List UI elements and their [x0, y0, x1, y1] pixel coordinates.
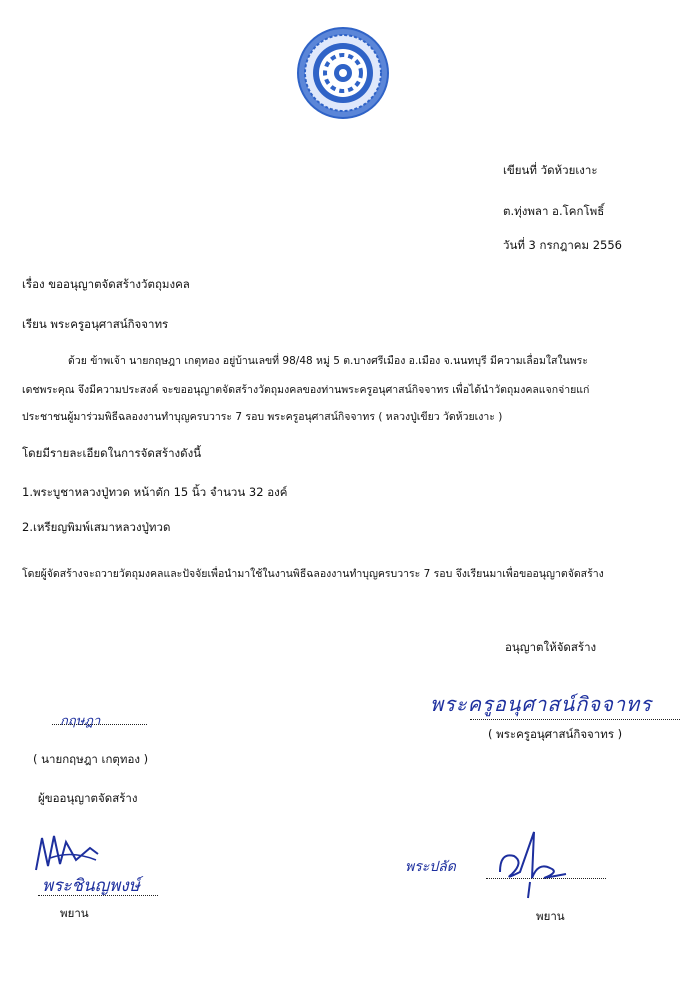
witness-left-signature: พระชินญพงษ์	[42, 876, 140, 896]
requester-name: ( นายกฤษฎา เกตุทอง )	[33, 752, 149, 766]
approver-name: ( พระครูอนุศาสน์กิจจาทร )	[488, 727, 623, 741]
approval-label: อนุญาตให้จัดสร้าง	[505, 640, 597, 654]
written-at: เขียนที่ วัดห้วยเงาะ	[503, 163, 598, 177]
approver-signature-line	[470, 719, 680, 720]
body-line-1: ด้วย ข้าพเจ้า นายกฤษฎา เกตุทอง อยู่บ้านเลขที่ 98/48 หมู่ 5 ต.บางศรีเมือง อ.เมือง จ.นนทบุรี มีความเลื่อมใสในพระ	[68, 355, 588, 367]
body-line-3: ประชาชนผู้มาร่วมพิธีฉลองงานทำบุญครบวาระ 7 รอบ พระครูอนุศาสน์กิจจาทร ( หลวงปู่เขียว วัดห้วยเงาะ )	[22, 411, 503, 423]
district: ต.ทุ่งพลา อ.โคกโพธิ์	[503, 204, 605, 218]
details-heading: โดยมีรายละเอียดในการจัดสร้างดังนี้	[22, 446, 202, 460]
requester-role: ผู้ขออนุญาตจัดสร้าง	[38, 791, 138, 805]
body-line-2: เดชพระคุณ จึงมีความประสงค์ จะขออนุญาตจัดสร้างวัตถุมงคลของท่านพระครูอนุศาสน์กิจจาทร เพื่อได้นำวัตถุมงคลแจกจ่ายแก่	[22, 384, 590, 396]
witness-left-signature-line	[38, 895, 158, 896]
witness-right-prefix: พระปลัด	[405, 859, 456, 875]
item-1: 1.พระบูชาหลวงปู่ทวด หน้าตัก 15 นิ้ว จำนวน 32 องค์	[22, 485, 288, 499]
witness-right-signature-icon	[490, 822, 570, 902]
witness-right-role: พยาน	[536, 909, 565, 923]
subject: เรื่อง ขออนุญาตจัดสร้างวัตถุมงคล	[22, 277, 190, 291]
temple-seal-icon	[296, 26, 390, 120]
salutation: เรียน พระครูอนุศาสน์กิจจาทร	[22, 317, 169, 331]
witness-left-role: พยาน	[60, 906, 89, 920]
closing-paragraph: โดยผู้จัดสร้างจะถวายวัตถุมงคลและปัจจัยเพื่อนำมาใช้ในงานพิธีฉลองงานทำบุญครบวาระ 7 รอบ จึงเรียนมาเพื่อขออนุญาตจัดสร้าง	[22, 568, 604, 580]
requester-signature-line	[52, 724, 147, 725]
requester-signature: กฤษฎา	[60, 714, 101, 729]
item-2: 2.เหรียญพิมพ์เสมาหลวงปู่ทวด	[22, 520, 171, 534]
witness-right-signature-line	[486, 878, 606, 879]
letter-date: วันที่ 3 กรกฎาคม 2556	[503, 238, 623, 252]
approver-signature: พระครูอนุศาสน์กิจจาทร	[430, 692, 652, 716]
